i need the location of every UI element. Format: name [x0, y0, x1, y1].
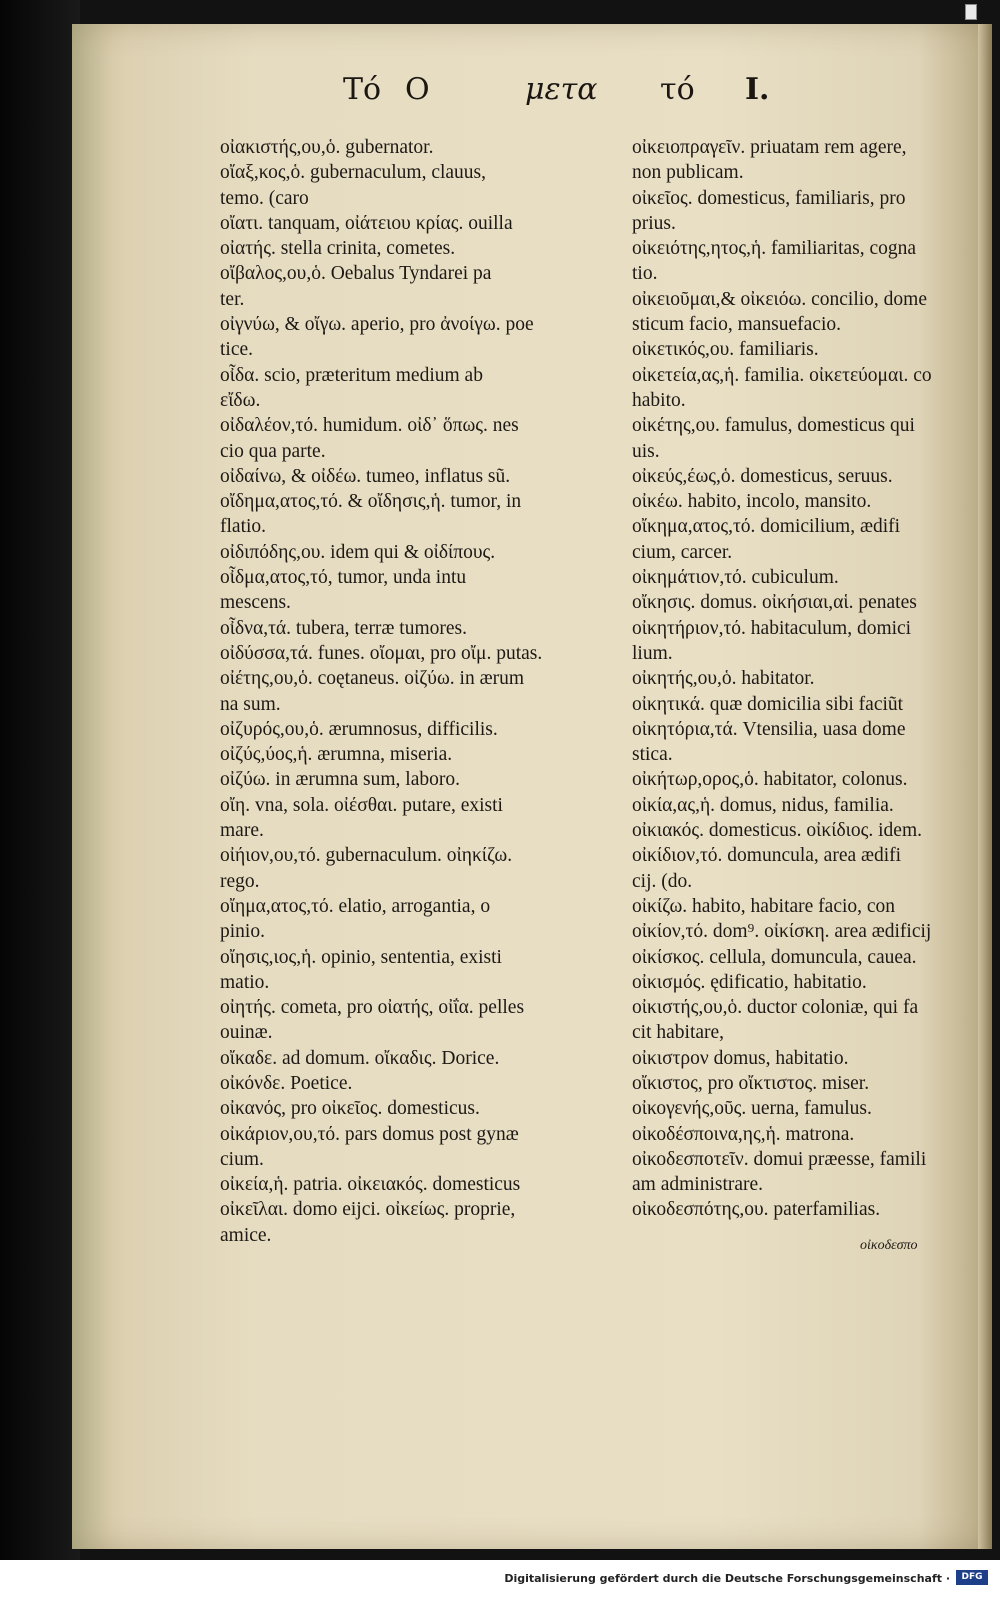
dictionary-line: οἴκησις. domus. οἰκήσιαι,αἱ. penates	[632, 592, 917, 614]
dictionary-line: pinio.	[220, 921, 265, 943]
dictionary-line: οἰκισμός. ędificatio, habitatio.	[632, 971, 867, 993]
dictionary-line: na sum.	[220, 693, 281, 715]
dictionary-line: οἴκιστος, pro οἴκτιστος. miser.	[632, 1072, 870, 1094]
dictionary-line: οἰατής. stella crinita, cometes.	[220, 238, 456, 260]
dictionary-line: οἴβαλος,ου,ὁ. Oebalus Tyndarei pa	[220, 263, 492, 285]
page-gutter-tint	[72, 24, 112, 1549]
dictionary-line: lium.	[632, 642, 673, 664]
dictionary-line: prius.	[632, 212, 676, 234]
dictionary-line: matio.	[220, 971, 270, 993]
dictionary-line: οἶδμα,ατος,τό, tumor, unda intu	[220, 567, 467, 589]
dictionary-line: am administrare.	[632, 1174, 764, 1196]
dictionary-line: οἰκίζω. habito, habitare facio, con	[632, 895, 896, 917]
dictionary-line: οἰήιον,ου,τό. gubernaculum. οἰηκίζω.	[220, 845, 513, 867]
dictionary-line: uis.	[632, 440, 660, 462]
dictionary-line: οἴαξ,κος,ὁ. gubernaculum, clauus,	[220, 162, 487, 184]
dictionary-line: οἰέτης,ου,ὁ. coętaneus. οἰζύω. in ærum	[220, 668, 524, 690]
footer-bar	[0, 1560, 1000, 1599]
dictionary-line: οἰδαίνω, & οἰδέω. tumeo, inflatus sũ.	[220, 465, 511, 487]
running-head-word-5: Ι.	[745, 72, 770, 107]
dictionary-line: οἰακιστής,ου,ὁ. gubernator.	[220, 137, 434, 158]
dictionary-line: cium.	[220, 1148, 264, 1170]
dictionary-line: οἰκεύς,έως,ὁ. domesticus, seruus.	[632, 465, 893, 487]
scan-color-marker	[965, 4, 977, 20]
dictionary-line: οἴημα,ατος,τό. elatio, arrogantia, o	[220, 895, 491, 917]
dictionary-line: οἰκέτης,ου. famulus, domesticus qui	[632, 415, 915, 437]
dictionary-line: οἰκίσκος. cellula, domuncula, cauea.	[632, 946, 917, 968]
dfg-logo: DFG	[956, 1570, 988, 1585]
dictionary-line: οἰκημάτιον,τό. cubiculum.	[632, 567, 839, 589]
dictionary-line: non publicam.	[632, 162, 744, 184]
dictionary-line: mescens.	[220, 592, 291, 614]
dictionary-line: οἰκεία,ἡ. patria. οἰκειακός. domesticus	[220, 1174, 521, 1196]
dictionary-line: οἰητής. cometa, pro οἰατής, οἰΐα. pelles	[220, 997, 525, 1019]
dictionary-line: οἰκετικός,ου. familiaris.	[632, 339, 819, 361]
dictionary-line: rego.	[220, 870, 260, 892]
running-head-word-3: μετα	[525, 72, 598, 107]
spine-shadow	[0, 0, 80, 1560]
dictionary-line: οἰκανός, pro οἰκεῖος. domesticus.	[220, 1098, 480, 1120]
dictionary-line: οἰγνύω, & οἴγω. aperio, pro ἀνοίγω. poe	[220, 314, 534, 336]
left-column	[220, 135, 622, 1248]
dictionary-line: οἰκεῖος. domesticus, familiaris, pro	[632, 187, 906, 209]
dictionary-line: temo. (caro	[220, 187, 309, 209]
dictionary-line: οἴη. vna, sola. οἰέσθαι. putare, existi	[220, 794, 503, 816]
dictionary-line: οἰκοδεσπότης,ου. paterfamilias.	[632, 1199, 881, 1221]
dictionary-line: οἰκοδεσποτεῖν. domui præesse, famili	[632, 1148, 927, 1170]
dictionary-line: οἰδαλέον,τό. humidum. οἰδ᾽ ὅπως. nes	[220, 415, 519, 437]
dictionary-line: amice.	[220, 1224, 272, 1246]
dictionary-line: cium, carcer.	[632, 541, 733, 563]
dictionary-line: οἰκειότης,ητος,ἡ. familiaritas, cogna	[632, 238, 917, 260]
dictionary-line: sticum facio, mansuefacio.	[632, 314, 842, 336]
dictionary-line: οἰκογενής,οῦς. uerna, famulus.	[632, 1098, 872, 1120]
dictionary-line: οἰκοδέσποινα,ης,ἡ. matrona.	[632, 1123, 855, 1145]
dictionary-line: οἰκίδιον,τό. domuncula, area ædifi	[632, 845, 902, 867]
dictionary-line: habito.	[632, 389, 686, 411]
right-column	[632, 135, 967, 1223]
dictionary-line: οἶδνα,τά. tubera, terræ tumores.	[220, 617, 468, 639]
dictionary-line: οἰζύω. in ærumna sum, laboro.	[220, 769, 460, 791]
dictionary-line: οἰκία,ας,ἡ. domus, nidus, familia.	[632, 794, 894, 816]
dictionary-line: οἰκητής,ου,ὁ. habitator.	[632, 668, 815, 690]
dictionary-line: οἰκέω. habito, incolo, mansito.	[632, 491, 872, 513]
dictionary-line: οἰζύς,ύος,ἡ. ærumna, miseria.	[220, 744, 453, 766]
dictionary-line: οἰδύσσα,τά. funes. οἴομαι, pro οἴμ. putas.	[220, 642, 543, 664]
dictionary-line: οἰκετεία,ας,ἡ. familia. οἰκετεύομαι. co	[632, 364, 932, 386]
page-edge	[978, 24, 992, 1549]
dictionary-line: οἰκειοπραγεῖν. priuatam rem agere,	[632, 137, 907, 158]
footer-credit: Digitalisierung gefördert durch die Deutsche Forschungsgemeinschaft ·	[504, 1572, 950, 1585]
dictionary-line: οἰκιστής,ου,ὁ. ductor coloniæ, qui fa	[632, 997, 919, 1019]
running-head-word-1: Τό	[343, 72, 382, 107]
dictionary-line: tio.	[632, 263, 658, 285]
running-head-word-4: τό	[660, 72, 695, 107]
running-head	[335, 72, 855, 112]
dictionary-line: stica.	[632, 744, 673, 766]
dictionary-line: οἰκιστρον domus, habitatio.	[632, 1047, 849, 1069]
dictionary-line: οἰκήτωρ,ορος,ὁ. habitator, colonus.	[632, 769, 908, 791]
dictionary-line: οἰζυρός,ου,ὁ. ærumnosus, difficilis.	[220, 718, 498, 740]
dictionary-line: ouinæ.	[220, 1022, 273, 1044]
dictionary-line: οἴκαδε. ad domum. οἴκαδις. Dorice.	[220, 1047, 500, 1069]
dictionary-line: οἰδιπόδης,ου. idem qui & οἰδίπους.	[220, 541, 496, 563]
dictionary-line: tice.	[220, 339, 254, 361]
dictionary-line: flatio.	[220, 516, 267, 538]
dictionary-line: οἰκάριον,ου,τό. pars domus post gynæ	[220, 1123, 519, 1145]
dictionary-line: εἴδω.	[220, 389, 261, 411]
dictionary-line: οἰκιακός. domesticus. οἰκίδιος. idem.	[632, 820, 922, 842]
dictionary-line: οἰκόνδε. Poetice.	[220, 1072, 353, 1094]
dictionary-line: οἰκητόρια,τά. Vtensilia, uasa dome	[632, 718, 906, 740]
dictionary-line: mare.	[220, 820, 264, 842]
running-head-word-2: Ο	[405, 72, 430, 107]
dictionary-line: οἴατι. tanquam, οἰάτειου κρίας. ouilla	[220, 212, 513, 234]
dictionary-line: οἰκεῖλαι. domo eijci. οἰκείως. proprie,	[220, 1199, 516, 1221]
dictionary-line: οἴησις,ιος,ἡ. opinio, sententia, existi	[220, 946, 502, 968]
dictionary-line: οἴκημα,ατος,τό. domicilium, ædifi	[632, 516, 901, 538]
dictionary-line: οἶδα. scio, præteritum medium ab	[220, 364, 483, 386]
dictionary-line: οἰκειοῦμαι,& οἰκειόω. concilio, dome	[632, 288, 927, 310]
dictionary-line: ter.	[220, 288, 245, 310]
dictionary-line: οἰκίον,τό. dom⁹. οἰκίσκη. area ædificij	[632, 921, 932, 943]
dictionary-line: cio qua parte.	[220, 440, 326, 462]
dictionary-line: cit habitare,	[632, 1022, 725, 1044]
dictionary-line: οἴδημα,ατος,τό. & οἴδησις,ἡ. tumor, in	[220, 491, 522, 513]
dictionary-line: οἰκητικά. quæ domicilia sibi faciũt	[632, 693, 904, 715]
dictionary-line: οἰκητήριον,τό. habitaculum, domici	[632, 617, 912, 639]
catchword: οἰκοδεσπο	[860, 1238, 918, 1253]
dictionary-line: cij. (do.	[632, 870, 693, 892]
